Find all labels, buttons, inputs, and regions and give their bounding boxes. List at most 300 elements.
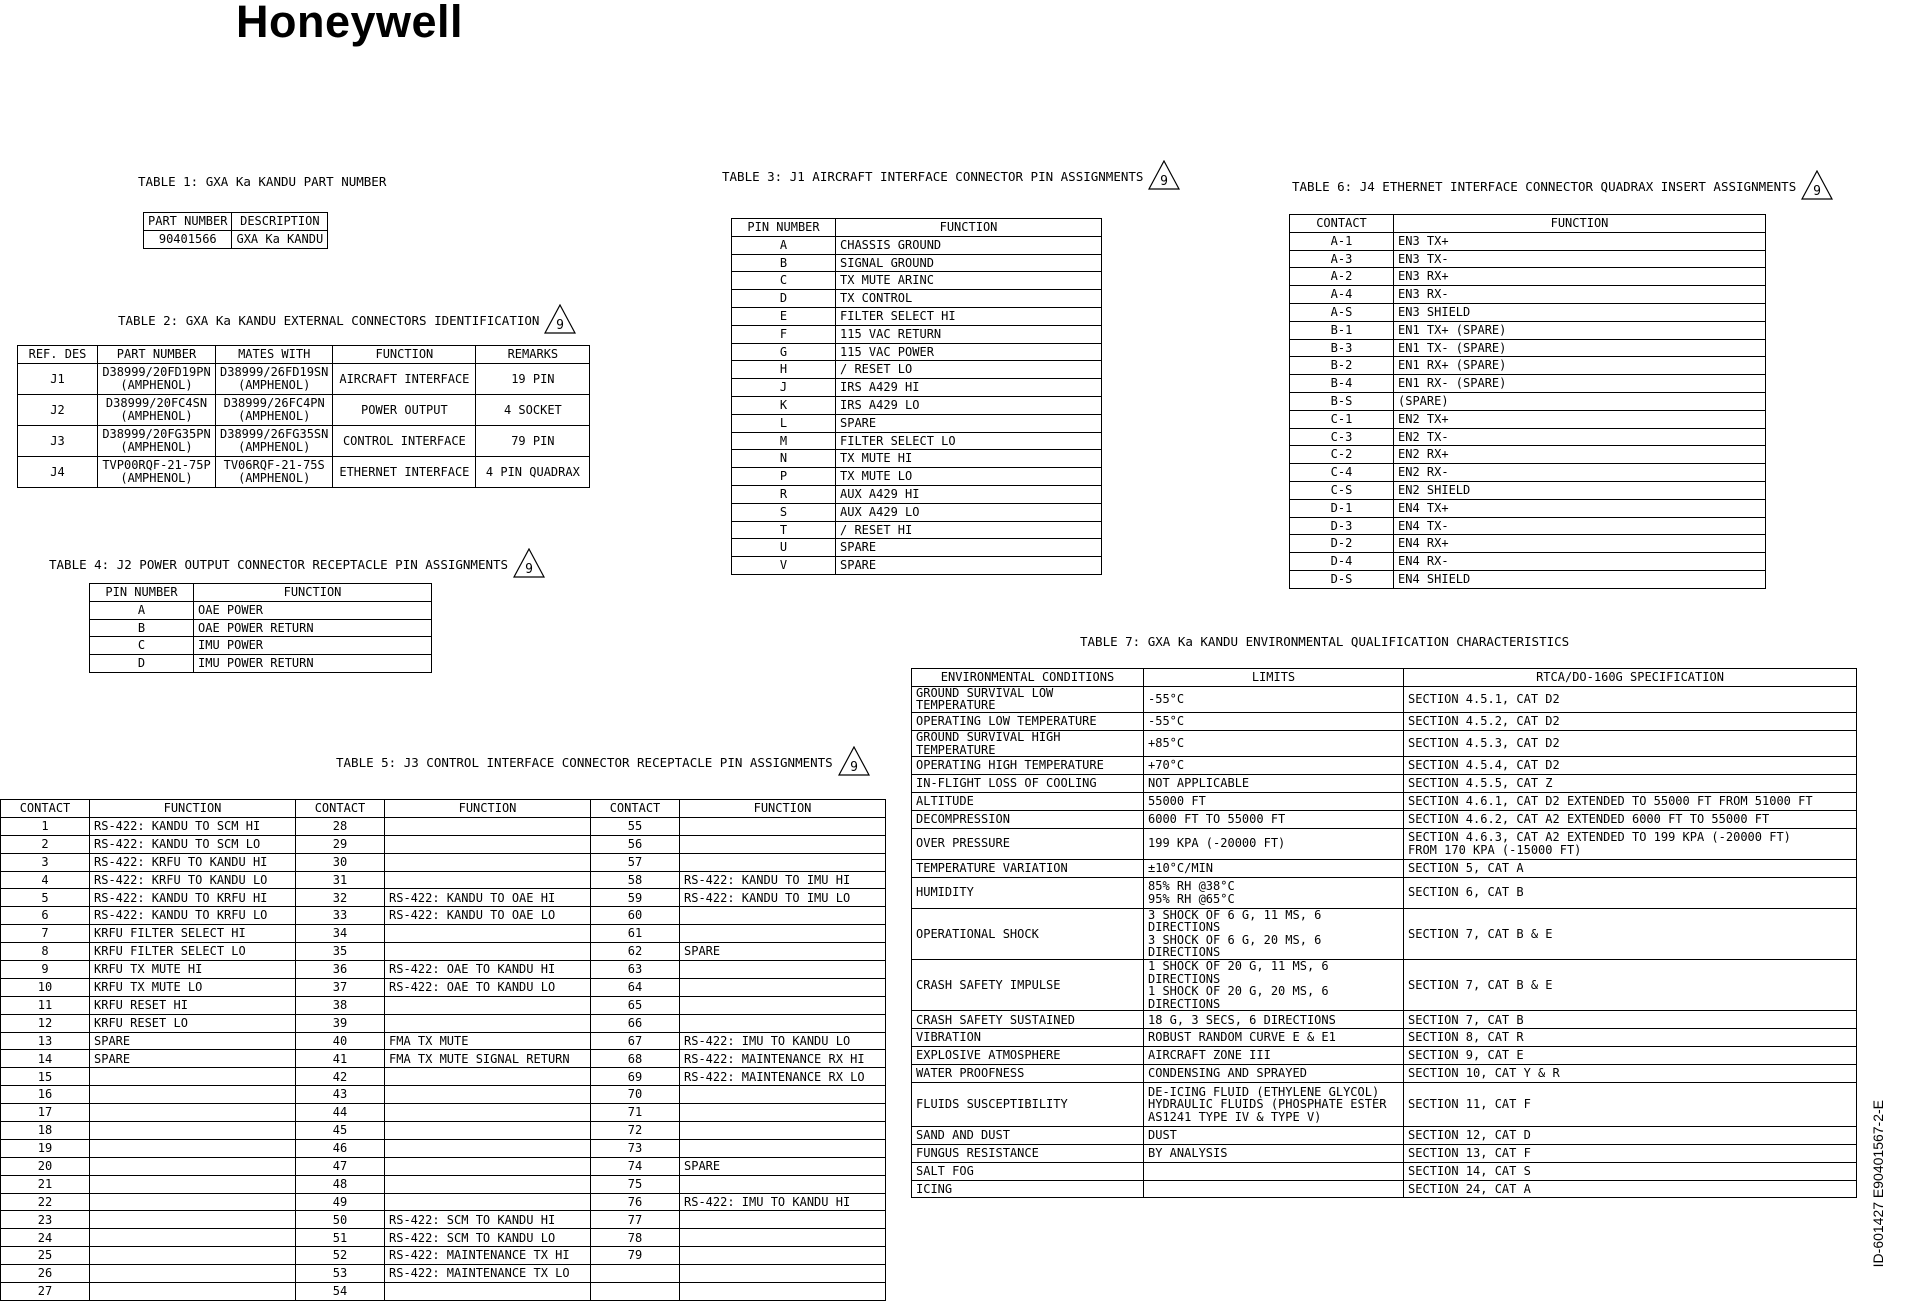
column-header: FUNCTION xyxy=(680,800,886,818)
table-cell xyxy=(385,1014,591,1032)
table-cell: SECTION 4.5.2, CAT D2 xyxy=(1404,713,1857,731)
table-cell: OPERATING LOW TEMPERATURE xyxy=(912,713,1144,731)
table-cell: 19 PIN xyxy=(476,364,590,395)
table-cell: SPARE xyxy=(836,539,1102,557)
column-header: MATES WITH xyxy=(216,346,333,364)
table-cell: ±10°C/MIN xyxy=(1144,859,1404,877)
table4-title xyxy=(49,548,545,581)
table-cell: 62 xyxy=(591,943,680,961)
table-cell: 58 xyxy=(591,871,680,889)
table-row xyxy=(18,457,590,488)
table-cell: RS-422: KRFU TO KANDU LO xyxy=(90,871,296,889)
table-row xyxy=(1,1265,886,1283)
table-cell: 29 xyxy=(296,835,385,853)
table-cell: SECTION 4.5.4, CAT D2 xyxy=(1404,757,1857,775)
table1-title xyxy=(138,174,386,189)
column-header: CONTACT xyxy=(591,800,680,818)
table-cell xyxy=(90,1104,296,1122)
table-cell: POWER OUTPUT xyxy=(333,395,476,426)
table-row xyxy=(1290,303,1766,321)
table-cell: SECTION 4.5.1, CAT D2 xyxy=(1404,686,1857,712)
column-header: FUNCTION xyxy=(333,346,476,364)
table-cell: V xyxy=(732,557,836,575)
table5-title xyxy=(336,746,870,779)
table-cell: CONDENSING AND SPRAYED xyxy=(1144,1065,1404,1083)
table-cell: SECTION 4.6.1, CAT D2 EXTENDED TO 55000 FT FROM 51000 FT xyxy=(1404,792,1857,810)
table-row xyxy=(18,395,590,426)
table-row xyxy=(1290,410,1766,428)
table-row xyxy=(1290,428,1766,446)
table-cell: EXPLOSIVE ATMOSPHERE xyxy=(912,1047,1144,1065)
table-cell: SPARE xyxy=(680,943,886,961)
table-row xyxy=(1,1247,886,1265)
table-cell: B-2 xyxy=(1290,357,1394,375)
table-cell xyxy=(385,996,591,1014)
honeywell-logo: Honeywell xyxy=(236,0,464,47)
table-cell: 17 xyxy=(1,1104,90,1122)
table-row xyxy=(1,1157,886,1175)
table-cell: 4 xyxy=(1,871,90,889)
column-header: PART NUMBER xyxy=(144,213,232,231)
table-cell: RS-422: KANDU TO SCM HI xyxy=(90,817,296,835)
table-cell: J4 xyxy=(18,457,98,488)
table-cell xyxy=(680,1139,886,1157)
table-cell: A-2 xyxy=(1290,268,1394,286)
table-cell: SECTION 11, CAT F xyxy=(1404,1082,1857,1126)
table-cell: VIBRATION xyxy=(912,1029,1144,1047)
table-cell: 35 xyxy=(296,943,385,961)
table-cell: 52 xyxy=(296,1247,385,1265)
table-cell: RS-422: SCM TO KANDU LO xyxy=(385,1229,591,1247)
table-cell: 60 xyxy=(591,907,680,925)
table-cell: RS-422: KRFU TO KANDU HI xyxy=(90,853,296,871)
table-cell: 3 xyxy=(1,853,90,871)
table-row xyxy=(912,1180,1857,1198)
table6-title-text: TABLE 6: J4 ETHERNET INTERFACE CONNECTOR QUADRAX INSERT ASSIGNMENTS xyxy=(1292,179,1797,194)
table-cell: EN3 SHIELD xyxy=(1394,303,1766,321)
table-cell: EN3 RX+ xyxy=(1394,268,1766,286)
table-cell: D38999/26FD19SN (AMPHENOL) xyxy=(216,364,333,395)
table-cell xyxy=(385,835,591,853)
table-row xyxy=(1,1050,886,1068)
table-cell: 1 xyxy=(1,817,90,835)
table-cell: 32 xyxy=(296,889,385,907)
note-9-flag-icon xyxy=(838,746,870,779)
table-cell: SECTION 7, CAT B & E xyxy=(1404,959,1857,1010)
table-cell: 199 KPA (-20000 FT) xyxy=(1144,828,1404,859)
table-cell: EN3 RX- xyxy=(1394,286,1766,304)
table-cell xyxy=(680,1211,886,1229)
table-cell: SIGNAL GROUND xyxy=(836,254,1102,272)
table-cell: SPARE xyxy=(680,1157,886,1175)
table-cell xyxy=(680,1086,886,1104)
table-cell: SALT FOG xyxy=(912,1162,1144,1180)
table-cell: 46 xyxy=(296,1139,385,1157)
table-cell: 24 xyxy=(1,1229,90,1247)
table-row xyxy=(1,1283,886,1301)
table-cell: M xyxy=(732,432,836,450)
table7-title xyxy=(1080,634,1569,649)
table-row xyxy=(732,450,1102,468)
table-cell xyxy=(90,1211,296,1229)
table-cell: 64 xyxy=(591,978,680,996)
table-cell: D-1 xyxy=(1290,499,1394,517)
table-cell: +85°C xyxy=(1144,730,1404,756)
table-cell xyxy=(90,1086,296,1104)
table-cell: 33 xyxy=(296,907,385,925)
table-row xyxy=(1,1122,886,1140)
table-cell xyxy=(680,907,886,925)
table-cell: A-1 xyxy=(1290,232,1394,250)
table-cell: 43 xyxy=(296,1086,385,1104)
table-cell: B-3 xyxy=(1290,339,1394,357)
table-row xyxy=(1,1014,886,1032)
column-header: ENVIRONMENTAL CONDITIONS xyxy=(912,669,1144,687)
table-row xyxy=(912,959,1857,1010)
table-row xyxy=(912,1029,1857,1047)
table-cell: SECTION 6, CAT B xyxy=(1404,877,1857,908)
table-row xyxy=(1290,321,1766,339)
table-cell: 22 xyxy=(1,1193,90,1211)
table-cell: TX MUTE LO xyxy=(836,468,1102,486)
table-row xyxy=(1,996,886,1014)
table-cell: D-S xyxy=(1290,570,1394,588)
table-cell: AIRCRAFT ZONE III xyxy=(1144,1047,1404,1065)
table-cell: 23 xyxy=(1,1211,90,1229)
table-cell: RS-422: SCM TO KANDU HI xyxy=(385,1211,591,1229)
note-9-flag-icon xyxy=(1148,160,1180,193)
table-cell: OPERATING HIGH TEMPERATURE xyxy=(912,757,1144,775)
table-cell xyxy=(1144,1180,1404,1198)
table-cell xyxy=(680,1247,886,1265)
table-cell xyxy=(680,1014,886,1032)
column-header: RTCA/DO-160G SPECIFICATION xyxy=(1404,669,1857,687)
table-row xyxy=(912,877,1857,908)
table-row xyxy=(1290,339,1766,357)
table-cell xyxy=(680,835,886,853)
table-cell: 6000 FT TO 55000 FT xyxy=(1144,810,1404,828)
table-cell: OVER PRESSURE xyxy=(912,828,1144,859)
table-cell: 10 xyxy=(1,978,90,996)
table-row xyxy=(1,835,886,853)
table-cell: SECTION 4.5.5, CAT Z xyxy=(1404,775,1857,793)
table-cell: D xyxy=(732,290,836,308)
table-cell: +70°C xyxy=(1144,757,1404,775)
table-cell: IMU POWER RETURN xyxy=(194,655,432,673)
table5 xyxy=(0,799,886,1301)
table-row xyxy=(1290,464,1766,482)
table-row xyxy=(732,272,1102,290)
table-cell: BY ANALYSIS xyxy=(1144,1144,1404,1162)
table-cell: KRFU RESET HI xyxy=(90,996,296,1014)
table-cell xyxy=(680,1175,886,1193)
column-header: FUNCTION xyxy=(836,219,1102,237)
svg-text:9: 9 xyxy=(849,760,858,775)
svg-text:9: 9 xyxy=(1160,174,1169,189)
table-cell: OAE POWER RETURN xyxy=(194,619,432,637)
table-cell: C-4 xyxy=(1290,464,1394,482)
table-cell: C-S xyxy=(1290,481,1394,499)
table-cell: 27 xyxy=(1,1283,90,1301)
table-cell: AUX A429 HI xyxy=(836,485,1102,503)
table3-title xyxy=(722,160,1180,193)
table-row xyxy=(1,1193,886,1211)
table-cell: B-4 xyxy=(1290,375,1394,393)
table-row xyxy=(732,396,1102,414)
table-cell: EN4 RX- xyxy=(1394,553,1766,571)
table-cell: 69 xyxy=(591,1068,680,1086)
table-cell: 72 xyxy=(591,1122,680,1140)
table-cell: EN2 TX+ xyxy=(1394,410,1766,428)
column-header: CONTACT xyxy=(1,800,90,818)
table-cell: 67 xyxy=(591,1032,680,1050)
table-cell: FMA TX MUTE xyxy=(385,1032,591,1050)
table-cell: 75 xyxy=(591,1175,680,1193)
table-cell xyxy=(90,1175,296,1193)
table-row xyxy=(1,1211,886,1229)
table-row xyxy=(732,343,1102,361)
table-row xyxy=(1,1229,886,1247)
table-cell: 37 xyxy=(296,978,385,996)
table-cell: EN4 TX+ xyxy=(1394,499,1766,517)
table-row xyxy=(1290,268,1766,286)
table-cell xyxy=(385,1139,591,1157)
table-cell: -55°C xyxy=(1144,686,1404,712)
column-header: PIN NUMBER xyxy=(90,584,194,602)
table-cell: SECTION 4.6.2, CAT A2 EXTENDED 6000 FT TO 55000 FT xyxy=(1404,810,1857,828)
table-row xyxy=(1290,392,1766,410)
table7-title-text: TABLE 7: GXA Ka KANDU ENVIRONMENTAL QUALIFICATION CHARACTERISTICS xyxy=(1080,634,1570,649)
table-cell: 4 SOCKET xyxy=(476,395,590,426)
table-cell xyxy=(90,1193,296,1211)
table-cell: EN2 TX- xyxy=(1394,428,1766,446)
table-cell: 8 xyxy=(1,943,90,961)
table7-header-row xyxy=(912,669,1857,687)
table6-title xyxy=(1292,170,1833,203)
table-cell: 42 xyxy=(296,1068,385,1086)
table-row xyxy=(1,978,886,996)
table-row xyxy=(912,1144,1857,1162)
table-cell xyxy=(680,1265,886,1283)
table-row xyxy=(1,853,886,871)
table-cell: FMA TX MUTE SIGNAL RETURN xyxy=(385,1050,591,1068)
table-row xyxy=(18,364,590,395)
table-cell: K xyxy=(732,396,836,414)
table-cell: EN3 TX+ xyxy=(1394,232,1766,250)
table-cell: F xyxy=(732,325,836,343)
table-cell xyxy=(385,1104,591,1122)
table3-title-text: TABLE 3: J1 AIRCRAFT INTERFACE CONNECTOR PIN ASSIGNMENTS xyxy=(722,169,1144,184)
table-row xyxy=(732,379,1102,397)
table-cell xyxy=(90,1122,296,1140)
table-cell xyxy=(591,1265,680,1283)
table-cell: 11 xyxy=(1,996,90,1014)
table-cell: RS-422: KANDU TO IMU HI xyxy=(680,871,886,889)
table-cell: C-2 xyxy=(1290,446,1394,464)
table-cell xyxy=(680,925,886,943)
table-cell: B xyxy=(732,254,836,272)
table-row xyxy=(90,601,432,619)
column-header: FUNCTION xyxy=(385,800,591,818)
table-cell: 50 xyxy=(296,1211,385,1229)
table-cell: ICING xyxy=(912,1180,1144,1198)
table-row xyxy=(732,236,1102,254)
table-row xyxy=(90,637,432,655)
table-cell: 53 xyxy=(296,1265,385,1283)
table-row xyxy=(1,925,886,943)
table-cell: RS-422: OAE TO KANDU LO xyxy=(385,978,591,996)
table-cell: B xyxy=(90,619,194,637)
table-cell xyxy=(385,925,591,943)
table-cell: IN-FLIGHT LOSS OF COOLING xyxy=(912,775,1144,793)
table-cell: J3 xyxy=(18,426,98,457)
table-cell: AUX A429 LO xyxy=(836,503,1102,521)
table-cell: J2 xyxy=(18,395,98,426)
table-cell xyxy=(680,1122,886,1140)
table-row xyxy=(1,871,886,889)
table-cell: TX MUTE HI xyxy=(836,450,1102,468)
table-cell: SECTION 4.6.3, CAT A2 EXTENDED TO 199 KPA (-20000 FT) FROM 170 KPA (-15000 FT) xyxy=(1404,828,1857,859)
note-9-flag-icon xyxy=(544,304,576,337)
table-row xyxy=(1290,553,1766,571)
table-row xyxy=(732,325,1102,343)
table-row xyxy=(912,1162,1857,1180)
table-cell: RS-422: MAINTENANCE RX HI xyxy=(680,1050,886,1068)
table-cell xyxy=(90,1283,296,1301)
table-row xyxy=(1290,535,1766,553)
table-cell: U xyxy=(732,539,836,557)
table-cell: SPARE xyxy=(836,414,1102,432)
table-cell: 31 xyxy=(296,871,385,889)
table2-title xyxy=(118,304,576,337)
table-cell: 85% RH @38°C 95% RH @65°C xyxy=(1144,877,1404,908)
table-cell: SECTION 4.5.3, CAT D2 xyxy=(1404,730,1857,756)
column-header: REF. DES xyxy=(18,346,98,364)
note-9-flag-icon xyxy=(1801,170,1833,203)
table-cell xyxy=(385,871,591,889)
table-cell: CRASH SAFETY SUSTAINED xyxy=(912,1011,1144,1029)
table-cell: 20 xyxy=(1,1157,90,1175)
table-cell xyxy=(680,1229,886,1247)
table-row xyxy=(732,432,1102,450)
table-cell: D-3 xyxy=(1290,517,1394,535)
table-cell xyxy=(680,817,886,835)
table-cell xyxy=(680,978,886,996)
table-cell: EN1 TX+ (SPARE) xyxy=(1394,321,1766,339)
table-cell: FILTER SELECT LO xyxy=(836,432,1102,450)
table-row xyxy=(732,468,1102,486)
table-cell: 48 xyxy=(296,1175,385,1193)
table-cell: 54 xyxy=(296,1283,385,1301)
table-cell: 115 VAC RETURN xyxy=(836,325,1102,343)
table-row xyxy=(912,713,1857,731)
table-row xyxy=(732,485,1102,503)
table-cell xyxy=(90,1157,296,1175)
table-cell: / RESET LO xyxy=(836,361,1102,379)
table-cell: KRFU FILTER SELECT LO xyxy=(90,943,296,961)
table-cell: 66 xyxy=(591,1014,680,1032)
table-cell: 18 G, 3 SECS, 6 DIRECTIONS xyxy=(1144,1011,1404,1029)
table-row xyxy=(18,426,590,457)
table-cell: EN2 RX- xyxy=(1394,464,1766,482)
table-cell: 51 xyxy=(296,1229,385,1247)
table-cell: J1 xyxy=(18,364,98,395)
table-cell xyxy=(385,853,591,871)
table-cell: RS-422: KANDU TO IMU LO xyxy=(680,889,886,907)
table-cell: 70 xyxy=(591,1086,680,1104)
table-cell: 1 SHOCK OF 20 G, 11 MS, 6 DIRECTIONS 1 SHOCK OF 20 G, 20 MS, 6 DIRECTIONS xyxy=(1144,959,1404,1010)
table-cell: SECTION 14, CAT S xyxy=(1404,1162,1857,1180)
table-row xyxy=(732,254,1102,272)
table-cell: 57 xyxy=(591,853,680,871)
table-cell: 73 xyxy=(591,1139,680,1157)
table-cell: EN2 SHIELD xyxy=(1394,481,1766,499)
table-cell: 16 xyxy=(1,1086,90,1104)
table-cell: 26 xyxy=(1,1265,90,1283)
table-cell: SECTION 9, CAT E xyxy=(1404,1047,1857,1065)
table-row xyxy=(912,1011,1857,1029)
table-cell: 7 xyxy=(1,925,90,943)
table-row xyxy=(912,686,1857,712)
table-cell: 74 xyxy=(591,1157,680,1175)
table-cell: 4 PIN QUADRAX xyxy=(476,457,590,488)
table-row xyxy=(1,889,886,907)
table-cell: 38 xyxy=(296,996,385,1014)
table-cell: C xyxy=(732,272,836,290)
svg-text:9: 9 xyxy=(556,318,565,333)
table-cell xyxy=(1144,1162,1404,1180)
table-cell: KRFU TX MUTE LO xyxy=(90,978,296,996)
table-cell: FUNGUS RESISTANCE xyxy=(912,1144,1144,1162)
table-row xyxy=(1290,517,1766,535)
table-cell: RS-422: KANDU TO KRFU HI xyxy=(90,889,296,907)
table-cell: FLUIDS SUSCEPTIBILITY xyxy=(912,1082,1144,1126)
table-cell: (SPARE) xyxy=(1394,392,1766,410)
table-cell: RS-422: MAINTENANCE RX LO xyxy=(680,1068,886,1086)
table-cell: E xyxy=(732,307,836,325)
table-row xyxy=(912,908,1857,959)
table-cell xyxy=(680,1283,886,1301)
table-cell xyxy=(680,961,886,979)
table-cell: SECTION 24, CAT A xyxy=(1404,1180,1857,1198)
table-cell: EN3 TX- xyxy=(1394,250,1766,268)
table-row xyxy=(1290,357,1766,375)
table-cell: ROBUST RANDOM CURVE E & E1 xyxy=(1144,1029,1404,1047)
table-cell: 5 xyxy=(1,889,90,907)
table-cell xyxy=(385,943,591,961)
table2-header-row xyxy=(18,346,590,364)
table-cell: GXA Ka KANDU xyxy=(232,231,328,249)
table-cell: EN4 TX- xyxy=(1394,517,1766,535)
table-cell: 19 xyxy=(1,1139,90,1157)
table-cell: 71 xyxy=(591,1104,680,1122)
table1-header-row xyxy=(144,213,328,231)
table-cell: DECOMPRESSION xyxy=(912,810,1144,828)
table-cell: -55°C xyxy=(1144,713,1404,731)
table-cell: 9 xyxy=(1,961,90,979)
table-cell: T xyxy=(732,521,836,539)
table-cell: WATER PROOFNESS xyxy=(912,1065,1144,1083)
table-row xyxy=(1,1086,886,1104)
table-row xyxy=(912,792,1857,810)
table-cell: A-3 xyxy=(1290,250,1394,268)
table-row xyxy=(912,757,1857,775)
table-cell: RS-422: OAE TO KANDU HI xyxy=(385,961,591,979)
table-row xyxy=(144,231,328,249)
table-cell: A-4 xyxy=(1290,286,1394,304)
table-row xyxy=(732,503,1102,521)
table-cell: SECTION 10, CAT Y & R xyxy=(1404,1065,1857,1083)
